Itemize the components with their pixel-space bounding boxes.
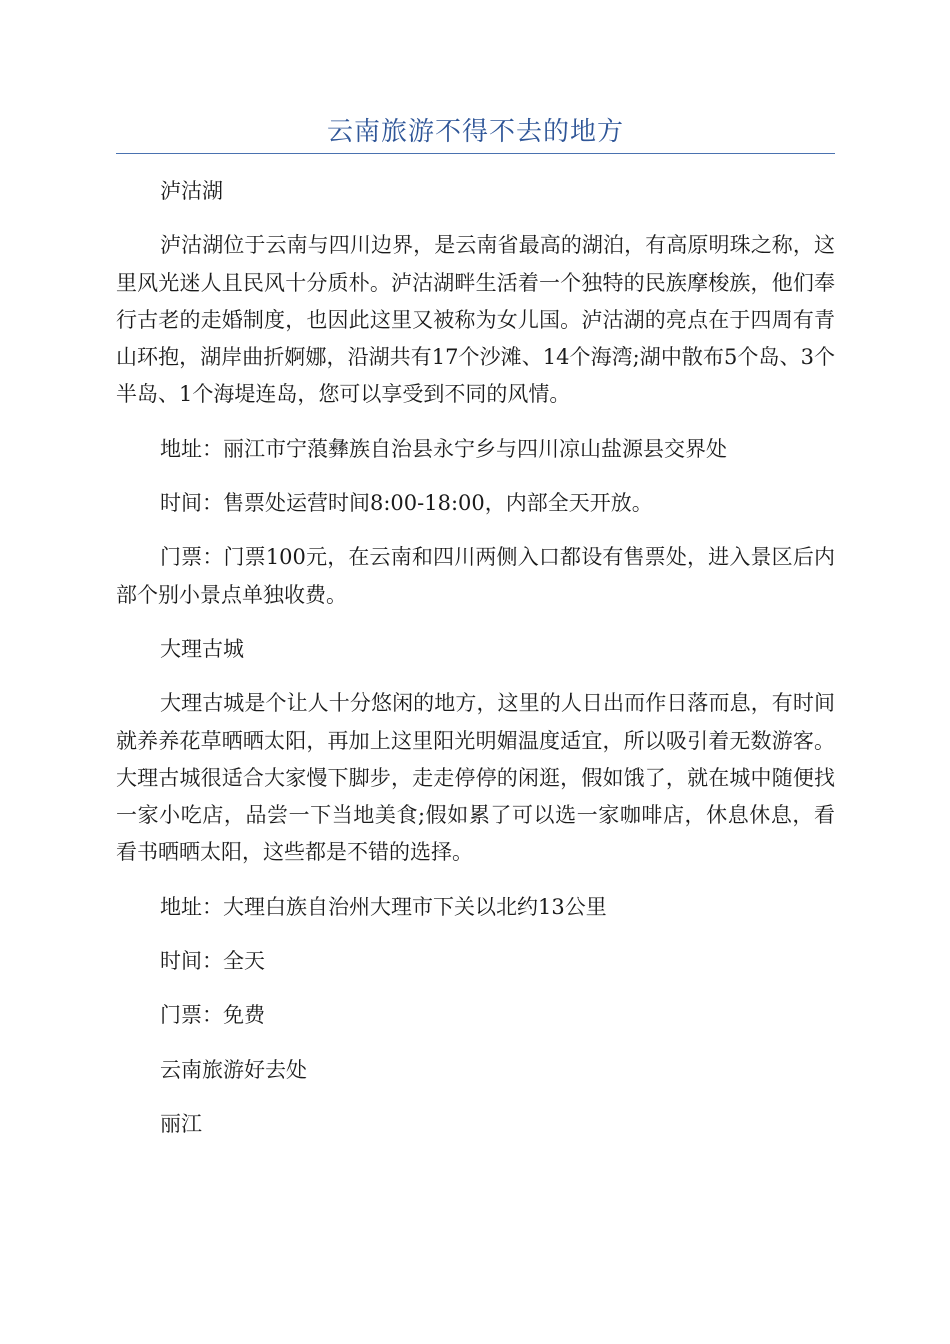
section-heading-lijiang: 丽江 <box>160 1111 202 1136</box>
body-paragraph: 大理古城是个让人十分悠闲的地方，这里的人日出而作日落而息，有时间就养养花草晒晒太阳，再加上这里阳光明媚温度适宜，所以吸引着无数游客。大理古城很适合大家慢下脚步，走走停停的闲逛，假如饿了，就在城中随便找一家小吃店，品尝一下当地美食;假如累了可以选一家咖啡店，休息休息，看看书晒晒太阳，这些都是不错的选择。 <box>116 691 835 865</box>
document-title: 云南旅游不得不去的地方 <box>326 117 624 147</box>
document-body <box>116 173 835 1143</box>
document-page <box>116 0 835 1160</box>
ticket-line: 门票：门票100元，在云南和四川两侧入口都设有售票处，进入景区后内部个别小景点单独收费。 <box>116 545 835 607</box>
hours-line: 时间：售票处运营时间8:00-18:00，内部全天开放。 <box>160 491 653 516</box>
ticket-line: 门票：免费 <box>160 1003 265 1028</box>
section-heading-dali-old-town: 大理古城 <box>160 636 244 661</box>
hours-line: 时间：全天 <box>160 949 265 974</box>
address-line: 地址：丽江市宁蒗彝族自治县永宁乡与四川凉山盐源县交界处 <box>160 436 727 461</box>
section-heading-lugu-lake: 泸沽湖 <box>160 179 223 203</box>
address-line: 地址：大理白族自治州大理市下关以北约13公里 <box>160 894 607 919</box>
title-divider <box>116 153 835 154</box>
section-heading-yunnan-destinations: 云南旅游好去处 <box>160 1057 307 1082</box>
body-paragraph: 泸沽湖位于云南与四川边界，是云南省最高的湖泊，有高原明珠之称，这里风光迷人且民风十分质朴。泸沽湖畔生活着一个独特的民族摩梭族，他们奉行古老的走婚制度，也因此这里又被称为女儿国。泸沽湖的亮点在于四周有青山环抱，湖岸曲折婀娜，沿湖共有17个沙滩、14个海湾;湖中散布5个岛、3个半岛、1个海堤连岛，您可以享受到不同的风情。 <box>116 233 835 407</box>
